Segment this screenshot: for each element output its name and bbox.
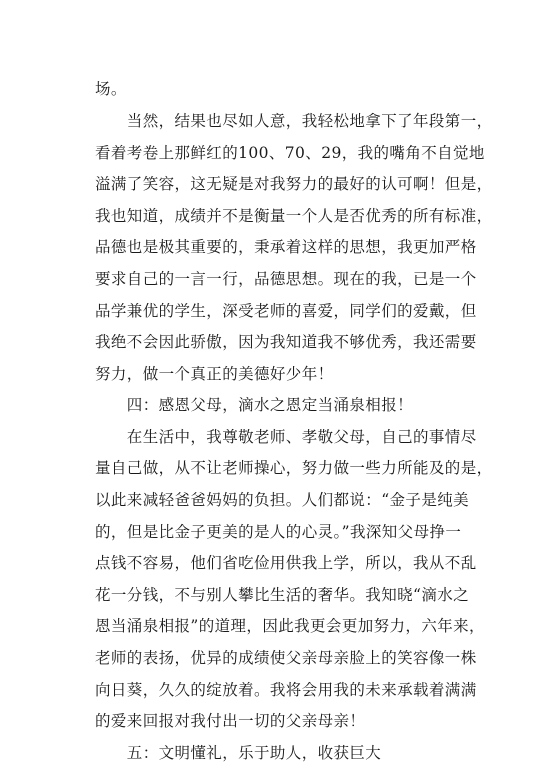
- text-line: 在生活中，我尊敬老师、孝敬父母，自己的事情尽: [95, 428, 477, 446]
- text-line: 的，但是比金子更美的是人的心灵。”我深知父母挣一: [95, 523, 462, 541]
- text-line: 要求自己的一言一行，品德思想。现在的我，已是一个: [95, 270, 477, 288]
- section-heading: 四：感恩父母，滴水之恩定当涌泉相报！: [95, 396, 414, 414]
- text-line: 恩当涌泉相报”的道理，因此我更会更加努力，六年来，: [95, 617, 485, 635]
- section-heading: 五：文明懂礼，乐于助人，收获巨大: [95, 744, 382, 762]
- text-line: 当然，结果也尽如人意，我轻松地拿下了年段第一，: [95, 112, 493, 130]
- text-line: 以此来减轻爸爸妈妈的负担。人们都说：“金子是纯美: [95, 491, 470, 509]
- text-line: 我也知道，成绩并不是衡量一个人是否优秀的所有标准，: [95, 207, 493, 225]
- text-line: 品学兼优的学生，深受老师的喜爱，同学们的爱戴，但: [95, 302, 477, 320]
- text-line: 努力，做一个真正的美德好少年！: [95, 365, 334, 383]
- text-line: 品德也是极其重要的，秉承着这样的思想，我更加严格: [95, 238, 477, 256]
- text-line: 老师的表扬，优异的成绩使父亲母亲脸上的笑容像一株: [95, 649, 477, 667]
- text-line: 的爱来回报对我付出一切的父亲母亲！: [95, 712, 366, 730]
- text-line: 我绝不会因此骄傲，因为我知道我不够优秀，我还需要: [95, 333, 477, 351]
- text-line: 花一分钱，不与别人攀比生活的奢华。我知晓“滴水之: [95, 586, 470, 604]
- text-line: 溢满了笑容，这无疑是对我努力的最好的认可啊！但是，: [95, 175, 493, 193]
- text-line: 看着考卷上那鲜红的100、70、29，我的嘴角不自觉地: [95, 144, 485, 162]
- text-line: 向日葵，久久的绽放着。我将会用我的未来承载着满满: [95, 681, 477, 699]
- text-line: 点钱不容易，他们省吃俭用供我上学，所以，我从不乱: [95, 554, 477, 572]
- text-line: 量自己做，从不让老师操心，努力做一些力所能及的是，: [95, 459, 493, 477]
- text-line: 场。: [95, 80, 127, 98]
